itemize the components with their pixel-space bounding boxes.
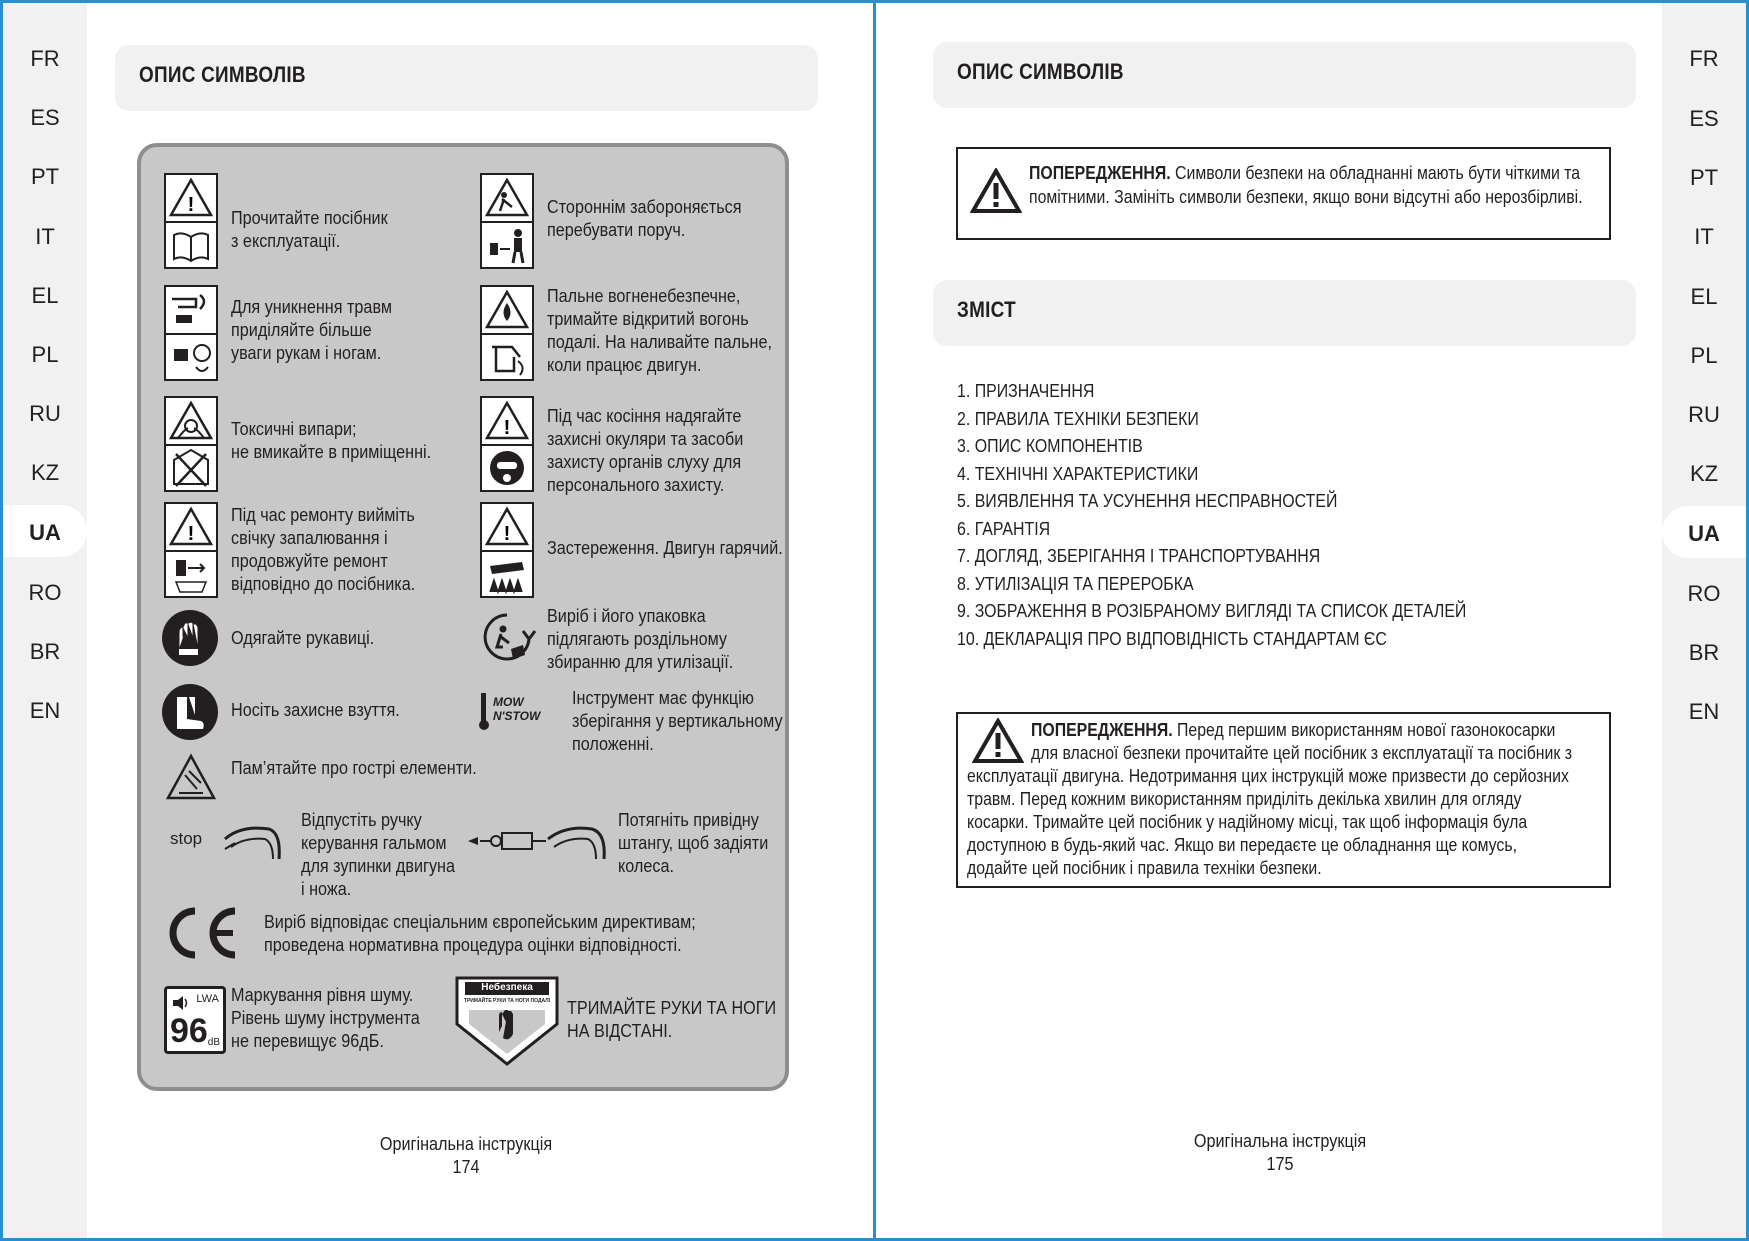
ce-text: Виріб відповідає спеціальним європейським директивам; проведена нормативна процедура оцінки відповідності. xyxy=(264,912,696,955)
warning2-label: ПОПЕРЕДЖЕННЯ. xyxy=(1031,720,1173,740)
hot-engine-icon xyxy=(480,502,534,598)
lang-tab-pt[interactable]: PT xyxy=(30,164,60,189)
pull-bar-text: Потягніть привідну штангу, щоб задіяти колеса. xyxy=(618,810,769,876)
toc-item[interactable]: 2. ПРАВИЛА ТЕХНІКИ БЕЗПЕКИ xyxy=(957,408,1199,429)
lang-tab-fr[interactable]: FR xyxy=(1689,46,1719,71)
mow-n-stow-logo: MOW N'STOW xyxy=(477,691,557,733)
drive-bar-icon xyxy=(466,819,612,863)
hot-engine-text: Застереження. Двигун гарячий. xyxy=(547,538,783,558)
goggles-icon xyxy=(480,396,534,492)
warning2-body: експлуатації двигуна. Недотримання цих інструкцій може призвести до серйозних травм. Перед кожним використанням приділіть декілька хвилин для огляду косарки. Тримайте цей посібник у надійному місці, так щоб інформація була доступною в будь-який час. Якщо ви передаєте це обладнання ще комусь, додайте цей посібник і правила техніки безпеки. xyxy=(967,766,1569,878)
contents-title: ЗМІСТ xyxy=(957,297,1016,322)
lang-tab-kz[interactable]: KZ xyxy=(30,460,60,485)
goggles-text: Під час косіння надягайте захисні окуляри та засоби захисту органів слуху для персонального захисту. xyxy=(547,406,744,495)
lang-tab-ru[interactable]: RU xyxy=(1688,402,1720,427)
lang-tab-en[interactable]: EN xyxy=(1688,699,1720,724)
mow-n-stow-text: Інструмент має функцію зберігання у вертикальному положенні. xyxy=(572,688,783,754)
toc-item[interactable]: 9. ЗОБРАЖЕННЯ В РОЗІБРАНОМУ ВИГЛЯДІ ТА СПИСОК ДЕТАЛЕЙ xyxy=(957,600,1467,621)
page-number-left: 174 xyxy=(452,1157,480,1177)
toc-item[interactable]: 5. ВИЯВЛЕННЯ ТА УСУНЕННЯ НЕСПРАВНОСТЕЙ xyxy=(957,490,1338,511)
symbols-header-bar xyxy=(115,45,818,111)
lang-tab-ro[interactable]: RO xyxy=(28,580,62,605)
toc-item[interactable]: 8. УТИЛІЗАЦІЯ ТА ПЕРЕРОБКА xyxy=(957,573,1194,594)
toxic-fumes-icon xyxy=(164,396,218,492)
noise-level-icon: LWA 96 dB xyxy=(164,986,226,1054)
recycle-text: Виріб і його упаковка підлягають роздільному збиранню для утилізації. xyxy=(547,606,734,672)
hands-feet-text: Для уникнення травм приділяйте більше уваги рукам і ногам. xyxy=(231,297,393,363)
lang-tab-ua[interactable]: UA xyxy=(29,520,61,545)
warning1-label: ПОПЕРЕДЖЕННЯ. xyxy=(1029,163,1171,183)
svg-text:!: ! xyxy=(503,523,511,545)
lang-tab-kz[interactable]: KZ xyxy=(1689,461,1719,486)
lang-tab-pl[interactable]: PL xyxy=(31,342,59,367)
toc-item[interactable]: 4. ТЕХНІЧНІ ХАРАКТЕРИСТИКИ xyxy=(957,463,1199,484)
toc-item[interactable]: 3. ОПИС КОМПОНЕНТІВ xyxy=(957,435,1143,456)
language-sidebar-right xyxy=(1662,3,1746,1238)
warning2-line1: ПОПЕРЕДЖЕННЯ. Перед першим використанням нової газонокосарки xyxy=(1031,720,1556,740)
bystanders-icon xyxy=(480,173,534,269)
lang-tab-en[interactable]: EN xyxy=(29,698,61,723)
lang-tab-it[interactable]: IT xyxy=(1694,224,1714,249)
lang-tab-br[interactable]: BR xyxy=(1688,640,1720,665)
repair-text: Під час ремонту вийміть свічку запалювання і продовжуйте ремонт відповідно до посібника. xyxy=(231,505,416,594)
release-handle-text: Відпустіть ручку керування гальмом для зупинки двигуна і ножа. xyxy=(301,810,456,899)
lang-tab-pt[interactable]: PT xyxy=(1689,165,1719,190)
boots-icon xyxy=(161,683,219,741)
warning-icon xyxy=(972,718,1024,764)
toc-item[interactable]: 1. ПРИЗНАЧЕННЯ xyxy=(957,380,1095,401)
svg-text:!: ! xyxy=(187,194,195,216)
lang-tab-el[interactable]: EL xyxy=(1690,284,1718,309)
symbols-header-bar-right xyxy=(933,42,1636,108)
warning-icon xyxy=(970,168,1022,214)
page-number-right: 175 xyxy=(1266,1154,1294,1174)
lang-tab-br[interactable]: BR xyxy=(29,639,61,664)
gloves-text: Одягайте рукавиці. xyxy=(231,628,375,648)
language-sidebar-left xyxy=(3,3,87,1238)
lang-tab-ru[interactable]: RU xyxy=(29,401,61,426)
warning2-line2: для власної безпеки прочитайте цей посібник з експлуатації та посібник з xyxy=(1031,743,1572,763)
svg-text:!: ! xyxy=(503,417,511,439)
bystanders-text: Стороннім забороняється перебувати поруч. xyxy=(547,197,742,240)
page-title: ОПИС СИМВОЛІВ xyxy=(139,62,306,87)
sharp-elements-icon xyxy=(165,753,217,801)
stop-label: stop xyxy=(170,829,203,848)
ce-mark-icon xyxy=(161,903,241,963)
lang-tab-fr[interactable]: FR xyxy=(30,46,60,71)
danger-keep-away-sign: Небезпека ТРИМАЙТЕ РУКИ ТА НОГИ ПОДАЛІ xyxy=(455,976,559,1066)
read-manual-text: Прочитайте посібник з експлуатації. xyxy=(231,208,388,251)
hands-feet-icon xyxy=(164,285,218,381)
sharp-text: Пам’ятайте про гострі елементи. xyxy=(231,758,477,778)
warning1-line1: ПОПЕРЕДЖЕННЯ. Символи безпеки на обладнанні мають бути чіткими та xyxy=(1029,163,1581,183)
lang-tab-it[interactable]: IT xyxy=(35,224,55,249)
lang-tab-pl[interactable]: PL xyxy=(1690,343,1718,368)
recycle-icon xyxy=(477,609,537,667)
contents-header-bar xyxy=(933,280,1636,346)
warning1-line2: помітними. Замініть символи безпеки, якщо вони відсутні або нерозбірливі. xyxy=(1029,187,1583,207)
read-manual-icon xyxy=(164,173,218,269)
lang-tab-el[interactable]: EL xyxy=(31,283,59,308)
lang-tab-es[interactable]: ES xyxy=(30,105,60,130)
fuel-fire-icon xyxy=(480,285,534,381)
page-title-right: ОПИС СИМВОЛІВ xyxy=(957,59,1124,84)
svg-text:!: ! xyxy=(187,523,195,545)
keep-away-text: ТРИМАЙТЕ РУКИ ТА НОГИ НА ВІДСТАНІ. xyxy=(567,998,777,1041)
footer-title-left: Оригінальна інструкція xyxy=(379,1134,553,1154)
lang-tab-ua[interactable]: UA xyxy=(1688,521,1720,546)
footer-title-right: Оригінальна інструкція xyxy=(1193,1131,1367,1151)
toc-item[interactable]: 6. ГАРАНТІЯ xyxy=(957,518,1051,539)
noise-text: Маркування рівня шуму. Рівень шуму інструмента не перевищує 96дБ. xyxy=(231,985,420,1051)
brake-handle-icon xyxy=(221,819,285,863)
toc-item[interactable]: 10. ДЕКЛАРАЦІЯ ПРО ВІДПОВІДНІСТЬ СТАНДАРТАМ ЄС xyxy=(957,628,1387,649)
boots-text: Носіть захисне взуття. xyxy=(231,700,400,720)
lang-tab-es[interactable]: ES xyxy=(1689,106,1719,131)
toxic-text: Токсичні випари; не вмикайте в приміщенні. xyxy=(231,419,432,462)
lang-tab-ro[interactable]: RO xyxy=(1687,581,1721,606)
gloves-icon xyxy=(161,609,219,667)
repair-spark-plug-icon xyxy=(164,502,218,598)
toc-item[interactable]: 7. ДОГЛЯД, ЗБЕРІГАННЯ І ТРАНСПОРТУВАННЯ xyxy=(957,545,1321,566)
fuel-text: Пальне вогненебезпечне, тримайте відкритий вогонь подалі. На наливайте пальне, коли працює двигун. xyxy=(547,286,772,375)
